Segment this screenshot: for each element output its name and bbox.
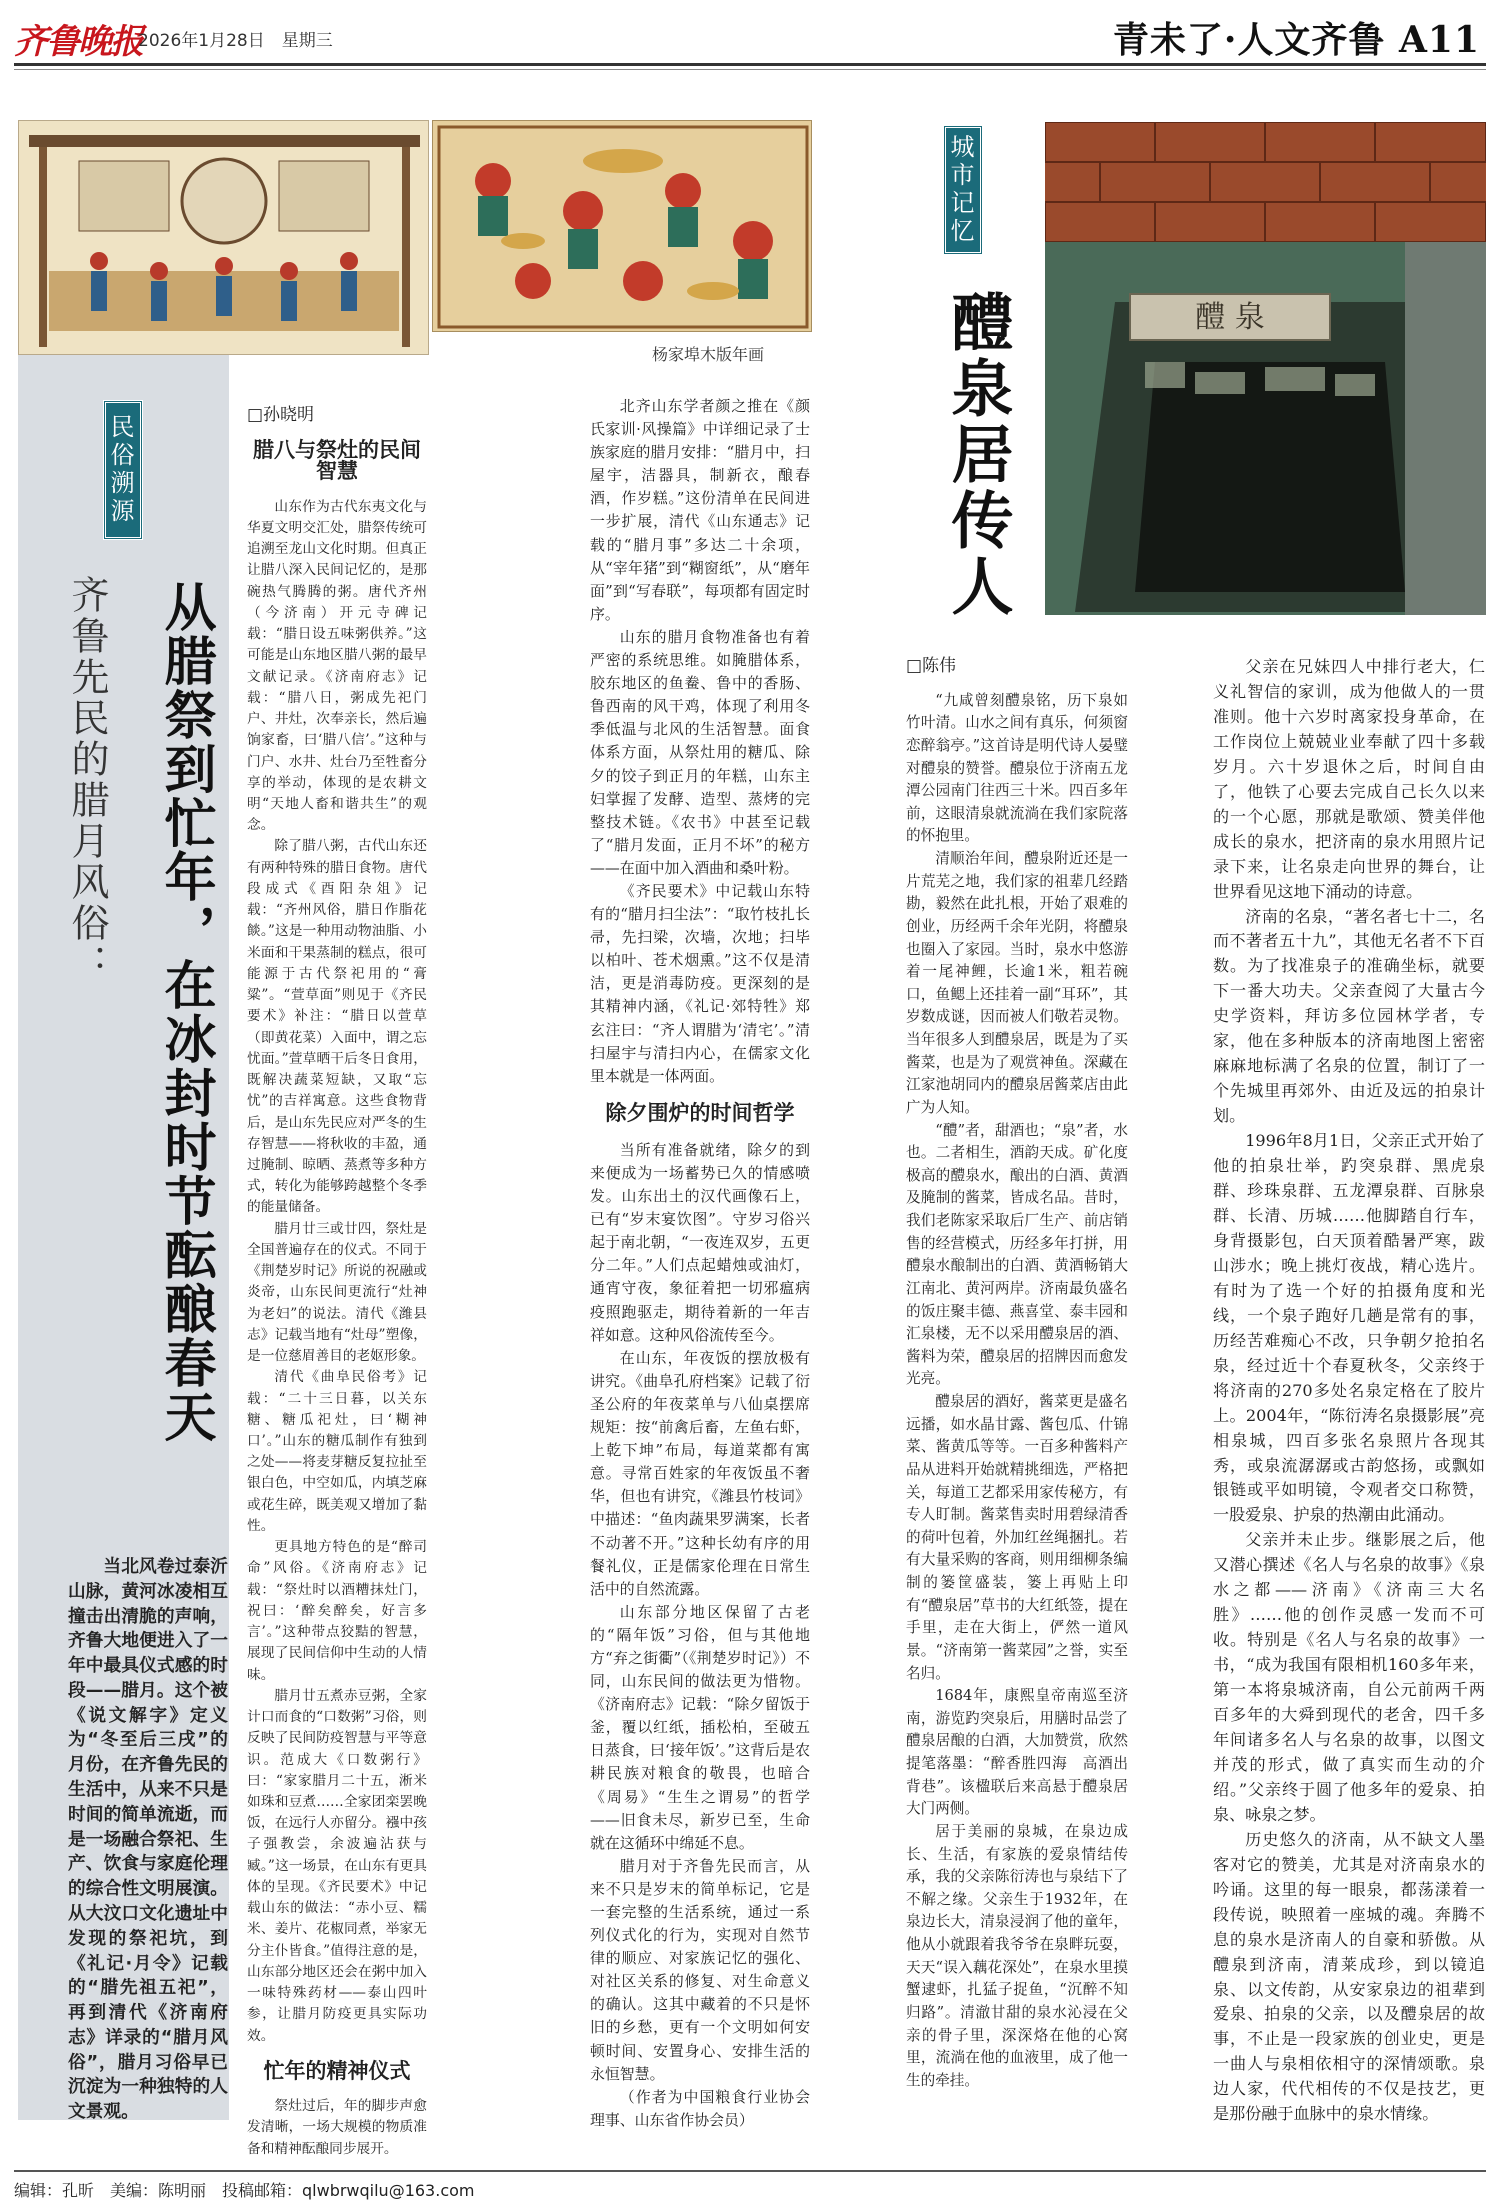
- footer-credits: 编辑：孔昕 美编：陈明丽 投稿邮箱：qlwbrwqilu@163.com: [14, 2181, 475, 2200]
- article-headline-right: 醴泉居传人: [941, 290, 1014, 620]
- author-note: （作者为中国粮食行业协会理事、山东省作协会员）: [590, 2087, 810, 2129]
- masthead-rule-thin: [14, 69, 1486, 70]
- paragraph: 北齐山东学者颜之推在《颜氏家训·风操篇》中详细记录了士族家庭的腊月安排：“腊月中，扫屋宇，洁器具，制新衣，酿春酒，作岁糕。”这份清单在民间进一步扩展，清代《山东通志》记载的“腊月事”多达二十余项，从“宰年猪”到“糊窗纸”，从“磨年面”到“写春联”，每项都有固定时序。: [590, 397, 810, 623]
- paragraph: 醴泉居的酒好，酱菜更是盛名远播，如水晶甘露、酱包瓜、什锦菜、酱黄瓜等等。一百多种酱料产品从进料开始就精挑细选，严格把关，每道工艺都采用家传秘方，有专人盯制。酱菜售卖时用碧绿清香的荷叶包着，外加红丝绳捆扎。若有大量采购的客商，则用细柳条编制的篓筐盛装，篓上再贴上印有“醴泉居”草书的大红纸签，提在手里，走在大街上，俨然一道风景。“济南第一酱菜园”之誉，实至名归。: [906, 1393, 1128, 1682]
- stone-inscription: 醴 泉: [1195, 300, 1265, 335]
- paragraph: 1996年8月1日，父亲正式开始了他的拍泉壮举，趵突泉群、黑虎泉群、珍珠泉群、五龙潭泉群、百脉泉群、长清、历城……他脚踏自行车，身背摄影包，白天顶着酷暑严寒，跋山涉水；晚上挑灯夜战，精心选片。有时为了选一个好的拍摄角度和光线，一个泉子跑好几趟是常有的事，历经苦难痴心不改，只争朝夕抢拍名泉，经过近十个春夏秋冬，父亲终于将济南的270多处名泉定格在了胶片上。2004年，“陈衍涛名泉摄影展”亮相泉城，四百多张名泉照片各现其秀，或泉流潺潺或古韵悠扬，或飘如银链或平如明镜，令观者交口称赞，一股爱泉、护泉的热潮由此涌动。: [1213, 1131, 1485, 1525]
- section-title: 青未了·人文齐鲁 A11: [1112, 19, 1480, 61]
- masthead-rule: [14, 63, 1486, 66]
- paragraph: 腊月廿三或廿四，祭灶是全国普遍存在的仪式。不同于《荆楚岁时记》所说的祝融或炎帝，山东民间更流行“灶神为老妇”的说法。清代《潍县志》记载当地有“灶母”塑像，是一位慈眉善目的老妪形象。: [247, 1220, 427, 1365]
- paragraph: 父亲在兄妹四人中排行老大，仁义礼智信的家训，成为他做人的一贯准则。他十六岁时离家投身革命，在工作岗位上兢兢业业奉献了四十多载岁月。六十岁退休之后，时间自由了，他铁了心要去完成自己长久以来的一个心愿，那就是歌颂、赞美伴他成长的泉水，把济南的泉水用照片记录下来，让名泉走向世界的舞台，让世界看见这地下涌动的诗意。: [1213, 657, 1485, 901]
- image-caption: 杨家埠木版年画: [652, 345, 765, 364]
- liquan-spring-photo: [1045, 122, 1486, 615]
- article-lead: 当北风卷过泰沂山脉，黄河冰凌相互撞击出清脆的声响，齐鲁大地便进入了一年中最具仪式感的时段——腊月。这个被《说文解字》定义为“冬至后三戌”的月份，在齐鲁先民的生活中，从来不只是时间的简单流逝，而是一场融合祭祀、生产、饮食与家庭伦理的综合性文明展演。从大汶口文化遗址中发现的祭祀坑，到《礼记·月令》记载的“腊先祖五祀”，再到清代《济南府志》详录的“腊月风俗”，腊月习俗早已沉淀为一种独特的人文景观。: [68, 1557, 228, 2123]
- paragraph: “醴”者，甜酒也；“泉”者，水也。二者相生，酒韵天成。矿化度极高的醴泉水，酿出的白酒、黄酒及腌制的酱菜，皆成名品。昔时，我们老陈家采取后厂生产、前店销售的经营模式，历经多年打拼，用醴泉水酿制出的白酒、黄酒畅销大江南北、黄河两岸。济南最负盛名的饭庄聚丰德、燕喜堂、泰丰园和汇泉楼，无不以采用醴泉居的酒、酱料为荣，醴泉居的招牌因而愈发光亮。: [906, 1121, 1128, 1388]
- article-column-4: [1213, 655, 1485, 2127]
- byline-right: □陈伟: [906, 656, 957, 676]
- new-year-painting-image: [18, 120, 429, 355]
- section-heading: 腊八与祭灶的民间智慧: [253, 438, 421, 484]
- paragraph: 济南的名泉，“著名者七十二，名而不著者五十九”，其他无名者不下百数。为了找准泉子的准确坐标，就要下一番大功夫。父亲查阅了大量古今史学资料，拜访多位园林学者，专家，他在多种版本的济南地图上密密麻麻地标满了名泉的位置，制订了一个先城里再郊外、由近及远的拍泉计划。: [1213, 906, 1485, 1126]
- byline: □孙晓明: [247, 405, 315, 425]
- paragraph: 在山东，年夜饭的摆放极有讲究。《曲阜孔府档案》记载了衍圣公府的年夜菜单与八仙桌摆席规矩：按“前禽后畜，左鱼右虾，上乾下坤”布局，每道菜都有寓意。寻常百姓家的年夜饭虽不奢华，但也有讲究，《潍县竹枝词》中描述：“鱼肉蔬果罗满案，长者不动著不开。”这种长幼有序的用餐礼仪，正是儒家伦理在日常生活中的自然流露。: [590, 1348, 810, 1598]
- paragraph: 除了腊八粥，古代山东还有两种特殊的腊日食物。唐代段成式《酉阳杂俎》记载：“齐州风俗，腊日作脂花餤。”这是一种用动物油脂、小米面和干果蒸制的糕点，很可能源于古代祭祀用的“膏粱”。“萱草面”则见于《齐民要术》补注：“腊日以萱草（即黄花菜）入面中，谓之忘忧面。”萱草晒干后冬日食用，既解决蔬菜短缺，又取“忘忧”的吉祥寓意。这些食物背后，是山东先民应对严冬的生存智慧——将秋收的丰盈，通过腌制、晾晒、蒸煮等多种方式，转化为能够跨越整个冬季的能量储备。: [247, 838, 427, 1216]
- newspaper-logo: 齐鲁晚报: [14, 22, 142, 62]
- section-heading: 除夕围炉的时间哲学: [605, 1100, 795, 1125]
- column-tag-right: 城市记忆: [943, 125, 983, 255]
- article-column-3: [906, 655, 1128, 2092]
- article-headline: 从腊祭到忙年，在冰封时节酝酿春天: [155, 580, 216, 1444]
- paragraph: 山东作为古代东夷文化与华夏文明交汇处，腊祭传统可追溯至龙山文化时期。但真正让腊八深入民间记忆的，是那碗热气腾腾的粥。唐代齐州（今济南）开元寺碑记载：“腊日设五味粥供养。”这可能是山东地区腊八粥的最早文献记录。《济南府志》记载：“腊八日，粥成先祀门户、井灶，次奉亲长，然后遍饷家畜，曰‘腊八信’。”这种与门户、水井、灶台乃至牲畜分享的举动，体现的是农耕文明“天地人畜和谐共生”的观念。: [247, 498, 427, 834]
- paragraph: 清代《曲阜民俗考》记载：“二十三日暮，以关东糖、糖瓜祀灶，曰‘糊神口’。”山东的糖瓜制作有独到之处——将麦芽糖反复拉扯至银白色，中空如瓜，内填芝麻或花生碎，既美观又增加了黏性。: [247, 1369, 427, 1534]
- paragraph: 当所有准备就绪，除夕的到来便成为一场蓄势已久的情感喷发。山东出土的汉代画像石上，已有“岁末宴饮图”。守岁习俗兴起于南北朝，“一夜连双岁，五更分二年。”人们点起蜡烛或油灯，通宵守夜，象征着把一切邪瘟病疫照跑驱走，期待着新的一年吉祥如意。这种风俗流传至今。: [590, 1140, 810, 1344]
- article-column-2: [590, 395, 810, 2132]
- paragraph: 腊月对于齐鲁先民而言，从来不只是岁末的简单标记，它是一套完整的生活系统，通过一系列仪式化的行为，实现对自然节律的顺应、对家族记忆的强化、对社区关系的修复、对生命意义的确认。这其中藏着的不只是怀旧的乡愁，更有一个文明如何安顿时间、安置身心、安排生活的永恒智慧。: [590, 1856, 810, 2083]
- article-column-1: [247, 405, 427, 2160]
- paragraph: “九咸曾刻醴泉铭，历下泉如竹叶清。山水之间有真乐，何须窗恋醉翁亭。”这首诗是明代诗人晏璧对醴泉的赞誉。醴泉位于济南五龙潭公园南门往西三十米。四百多年前，这眼清泉就流淌在我们家院落的怀抱里。: [906, 691, 1128, 845]
- paragraph: 居于美丽的泉城，在泉边成长、生活，有家族的爱泉情结传承，我的父亲陈衍涛也与泉结下了不解之缘。父亲生于1932年，在泉边长大，清泉浸润了他的童年，他从小就跟着我爷爷在泉畔玩耍，天天“误入藕花深处”，在泉水里摸蟹逮虾，扎猛子捉鱼，“沉醉不知归路”。清澈甘甜的泉水沁浸在父亲的骨子里，深深烙在他的心窝里，流淌在他的血液里，成了他一生的牵挂。: [906, 1822, 1128, 2089]
- woodblock-print-image: [432, 120, 812, 332]
- paragraph: 山东的腊月食物准备也有着严密的系统思维。如腌腊体系，胶东地区的鱼鲞、鲁中的香肠、鲁西南的风干鸡，体现了利用冬季低温与北风的生活智慧。面食体系方面，从祭灶用的糖瓜、除夕的饺子到正月的年糕，山东主妇掌握了发酵、造型、蒸烤的完整技术链。《农书》中甚至记载了“腊月发面，正月不坏”的秘方——在面中加入酒曲和桑叶粉。: [590, 627, 810, 877]
- issue-date: 2026年1月28日 星期三: [138, 31, 333, 51]
- paragraph: 1684年，康熙皇帝南巡至济南，游览趵突泉后，用膳时品尝了醴泉居酿的白酒，大加赞赏，欣然提笔落墨：“醉香胜四海 高酒出背巷”。该楹联后来高悬于醴泉居大门两侧。: [906, 1687, 1128, 1818]
- column-tag: 民俗溯源: [103, 400, 143, 540]
- paragraph: 腊月廿五煮赤豆粥，全家计口而食的“口数粥”习俗，则反映了民间防疫智慧与平等意识。范成大《口数粥行》曰：“家家腊月二十五，淅米如珠和豆煮……全家团栾罢晚饭，在远行人亦留分。襁中孩子强教尝，余波遍沾获与臧。”这一场景，在山东有更具体的呈现。《齐民要术》中记载山东的做法：“赤小豆、糯米、姜片、花椒同煮，举家无分主仆皆食。”值得注意的是，山东部分地区还会在粥中加入一味特殊药材——泰山四叶参，让腊月防疫更具实际功效。: [247, 1687, 427, 2044]
- section-heading: 忙年的精神仪式: [263, 2058, 411, 2083]
- paragraph: 历史悠久的济南，从不缺文人墨客对它的赞美，尤其是对济南泉水的吟诵。这里的每一眼泉，都荡漾着一段传说，映照着一座城的魂。奔腾不息的泉水是济南人的自豪和骄傲。从醴泉到济南，清莱成珍，到以镜追泉、以文传韵，从安家泉边的祖辈到爱泉、拍泉的父亲，以及醴泉居的故事，不止是一段家族的创业史，更是一曲人与泉相依相守的深情颂歌。泉边人家，代代相传的不仅是技艺，更是那份融于血脉中的泉水情缘。: [1213, 1829, 1485, 2124]
- paragraph: 父亲并未止步。继影展之后，他又潜心撰述《名人与名泉的故事》《泉水之都——济南》《济南三大名胜》……他的创作灵感一发而不可收。特别是《名人与名泉的故事》一书，“成为我国有限相机160多年来，第一本将泉城济南，自公元前两千两百多年的大舜到现代的老舍，四千多年间诸多名人与名泉的故事，以图文并茂的形式，做了真实而生动的介绍。”父亲终于圆了他多年的爱泉、拍泉、咏泉之梦。: [1213, 1530, 1485, 1824]
- paragraph: 清顺治年间，醴泉附近还是一片荒芜之地，我们家的祖辈几经踏勘，毅然在此扎根，开始了艰难的创业，历经两千余年光阴，将醴泉也圈入了家园。当时，泉水中悠游着一尾神鲤，长逾1米，粗若碗口，鱼鳃上还挂着一副“耳环”，其岁数成谜，因而被人们敬若灵物。当年很多人到醴泉居，既是为了买酱菜，也是为了观赏神鱼。深藏在江家池胡同内的醴泉居酱菜店由此广为人知。: [906, 850, 1128, 1116]
- paragraph: 祭灶过后，年的脚步声愈发清晰，一场大规模的物质准备和精神酝酿同步展开。: [247, 2098, 427, 2157]
- paragraph: 山东部分地区保留了古老的“隔年饭”习俗，但与其他地方“弃之街衢”（《荆楚岁时记》）不同，山东民间的做法更为惜物。《济南府志》记载：“除夕留饭于釜，覆以红纸，插松柏，至破五日蒸食，曰‘接年饭’。”这背后是农耕民族对粮食的敬畏，也暗合《周易》“生生之谓易”的哲学——旧食未尽，新岁已至，生命就在这循环中绵延不息。: [590, 1602, 810, 1852]
- paragraph: 更具地方特色的是“醉司命”风俗。《济南府志》记载：“祭灶时以酒糟抹灶门，祝曰：‘醉矣醉矣，好言多言’。”这种带点狡黠的智慧，展现了民间信仰中生动的人情味。: [247, 1539, 427, 1683]
- footer-rule: [14, 2170, 1486, 2172]
- paragraph: 《齐民要术》中记载山东特有的“腊月扫尘法”：“取竹枝扎长帚，先扫梁，次墙，次地；扫毕以柏叶、苍术烟熏。”这不仅是清洁，更是消毒防疫。更深刻的是其精神内涵，《礼记·郊特牲》郑玄注曰：“齐人谓腊为‘清宅’。”清扫屋宇与清扫内心，在儒家文化里本就是一体两面。: [590, 881, 810, 1085]
- article-subtitle: 齐鲁先民的腊月风俗：: [65, 575, 109, 985]
